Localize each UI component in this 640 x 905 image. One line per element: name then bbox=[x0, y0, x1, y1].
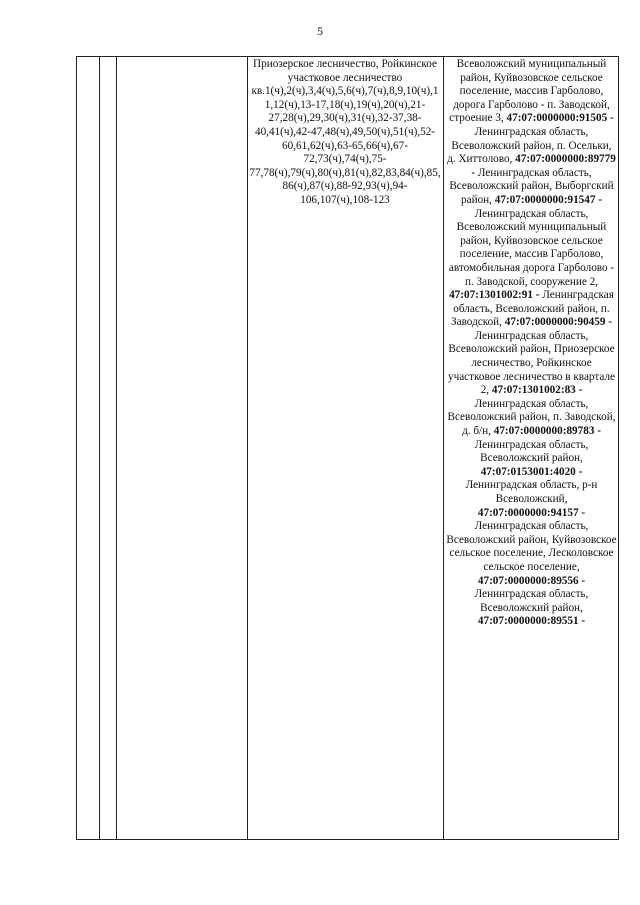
cadastral-address: Ленинградская область, р-н Всеволожский, bbox=[465, 479, 598, 505]
cadastral-address: Ленинградская область, Всеволожский район, Выборгский район, bbox=[449, 166, 614, 206]
page-number: 5 bbox=[317, 24, 323, 38]
cadastral-address: Ленинградская область, Всеволожский муниципальный район, Куйвозовское сельское поселение, массив Гарболово, автомобильная дорога Гарболово - п. Заводской, сооружение 2, bbox=[448, 207, 615, 288]
column-divider bbox=[116, 57, 117, 839]
document-table bbox=[76, 56, 619, 840]
cadastral-intro: Всеволожский муниципальный район, Куйвозовское сельское поселение, массив Гарболово, дорога Гарболово - п. Заводской, строение 3, bbox=[449, 58, 610, 125]
cadastral-address: Ленинградская область, Всеволожский район, Куйвозовское сельское поселение, Лесколовское сельское поселение, bbox=[446, 520, 617, 573]
cadastral-number: 47:07:0000000:91505 - bbox=[506, 112, 614, 125]
cadastral-number: 47:07:0000000:94157 - bbox=[477, 506, 586, 519]
cadastral-number: 47:07:0000000:89556 - bbox=[477, 574, 586, 587]
column-divider bbox=[99, 57, 100, 839]
cadastral-address: Ленинградская область, Всеволожский район, bbox=[474, 438, 589, 465]
cadastral-cell bbox=[443, 58, 620, 629]
cadastral-entries bbox=[446, 112, 616, 627]
cadastral-number: 47:07:0000000:89783 - bbox=[493, 425, 601, 438]
cadastral-address: Ленинградская область, Всеволожский район, bbox=[474, 588, 589, 614]
cadastral-address: Ленинградская область, Всеволожский район, Приозерское лесничество, Ройкинское участковое лесничество в квартале 2, bbox=[448, 329, 615, 397]
cadastral-number: 47:07:0000000:90459 - bbox=[504, 316, 612, 329]
forestry-quarters-cell bbox=[247, 58, 443, 208]
cadastral-address: Ленинградская область, Всеволожский район, п. Осельки, д. Хиттолово, bbox=[447, 125, 612, 166]
quarter-list: кв.1(ч),2(ч),3,4(ч),5,6(ч),7(ч),8,9,10(ч),11,12(ч),13-17,18(ч),19(ч),20(ч),21-27,28(ч),29,30(ч),31(ч),32-37,38-40,41(ч),42-47,48(ч),49,50(ч),51(ч),52-60,61,62(ч),63-65,66(ч),67-72,73(ч),74(ч),75-77,78(ч),79(ч),80(ч),81(ч),82,83,84(ч),85,86(ч),87(ч),88-92,93(ч),94-106,107(ч),108-123 bbox=[249, 85, 441, 206]
cadastral-number: 47:07:1301002:91 - bbox=[449, 289, 540, 302]
cadastral-number: 47:07:0000000:89551 - bbox=[477, 615, 586, 628]
cadastral-number: 47:07:0153001:4020 - bbox=[480, 465, 583, 478]
cadastral-address: Ленинградская область, Всеволожский район, п. Заводской, bbox=[451, 289, 614, 329]
cadastral-number: 47:07:0000000:91547 - bbox=[494, 193, 602, 206]
cadastral-number: 47:07:1301002:83 - bbox=[491, 384, 583, 397]
cadastral-address: Ленинградская область, Всеволожский район, п. Заводской, д. б/н, bbox=[447, 397, 616, 438]
cadastral-number: 47:07:0000000:89779 - bbox=[471, 153, 616, 179]
forestry-name: Приозерское лесничество, Ройкинское участковое лесничество bbox=[253, 58, 437, 84]
